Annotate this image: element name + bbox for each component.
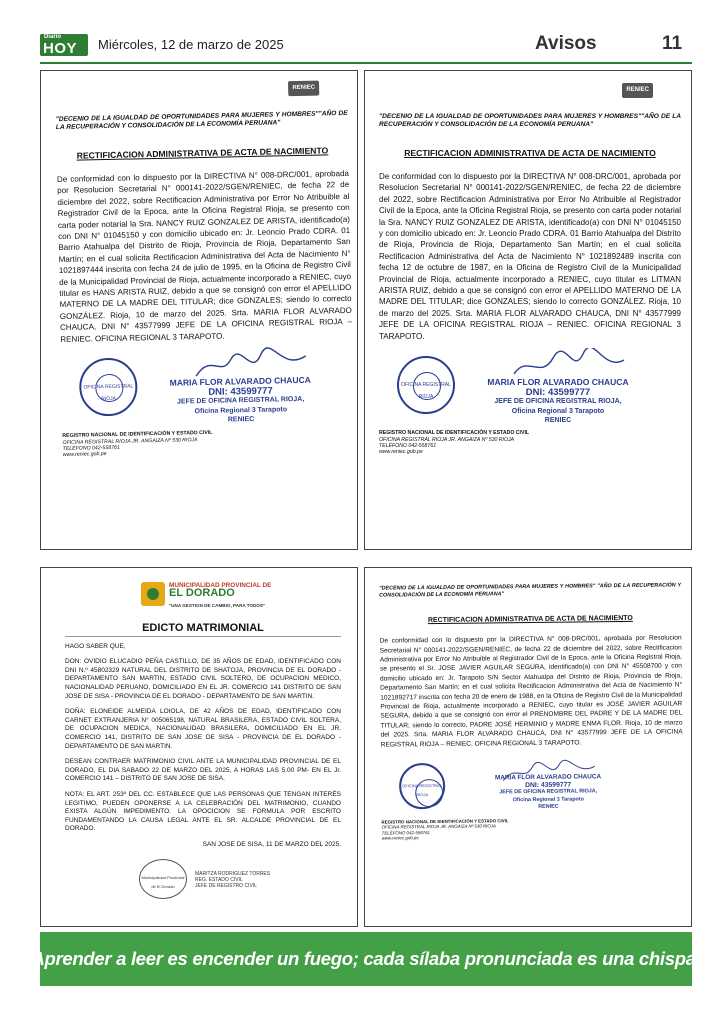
notice-footer <box>62 427 354 459</box>
edicto-signature-block <box>65 855 341 911</box>
issue-date: Miércoles, 12 de marzo de 2025 <box>98 37 284 52</box>
footer-org-name: REGISTRO NACIONAL DE IDENTIFICACIÓN Y ESTADO CIVIL <box>381 818 509 825</box>
signer-role: JEFE DE OFICINA REGISTRAL RIOJA, <box>177 396 305 406</box>
footer-phone: TELÉFONO 042-558761 <box>381 829 430 836</box>
signature-block <box>61 345 355 431</box>
notice-rectificacion-hans <box>40 70 358 550</box>
footer-address: OFICINA REGISTRAL RIOJA JR. ANGAIZA Nº 530 RIOJA <box>62 436 198 446</box>
section-title: Avisos <box>535 33 597 54</box>
signer-name: MARIA FLOR ALVARADO CHAUCA <box>487 377 629 388</box>
decenio-header: "DECENIO DE LA IGUALDAD DE OPORTUNIDADES PARA MUJERES Y HOMBRES" "AÑO DE LA RECUPERACIÓN Y CONSOLIDACIÓN DE LA ECONOMÍA PERUANA" <box>379 582 682 599</box>
logo-small-text: Diario <box>44 34 62 40</box>
notice-body: De conformidad con lo dispuesto por la DIRECTIVA N° 008-DRC/001, aprobada por Resolucion Secretarial N° 000141-2022/SGEN/RENIEC, de fecha 22 de diciembre del 2022, sobre Rectificacion Administrativa por Error No Atribuible al Registrador Civil de la Epoca, ante la Oficina Registral Rioja, se presento con carta poder notarial la Sra. NANCY RUIZ GONZALEZ DE ARISTA, identificado(a) con DNI N° 01045150 y con domicilio ubicado en: Jr. Leoncio Prado CDRA. 01 Barrio Atahualpa del Distrito de Rioja, Provincia de Rioja, Departamento San Martín; en el cual solicita Rectificacion Administrativa del Acta de Nacimiento N° 1021892489 inscrita con fecha 12 de octubre de 1987, en la Oficina de Registro Civil de la Municipalidad Provincial de Rioja, actualmente incorporado a RENIEC, cuyo titular es LITMAN ARISTA RUIZ, debido a que se consignó con error el APELLIDO MATERNO DE LA MADRE DEL TITULAR; dice GONZALES; siendo lo correcto GONZÁLEZ. Rioja, 10 de marzo del 2025. Srta. MARIA FLOR ALVARADO CHAUCA, DNI N° 43577999 JEFE DE LA OFICINA REGISTRAL RIOJA – RENIEC. OFICINA REGIONAL 3 TARAPOTO. <box>379 172 681 341</box>
signer-dni: DNI: 43599777 <box>525 781 572 789</box>
signer-org: RENIEC <box>544 417 572 425</box>
edicto-signer-role2: JEFE DE REGISTRO CIVIL <box>195 883 257 890</box>
signature-block <box>379 348 681 428</box>
reniec-logo: RENIEC <box>379 83 681 103</box>
signer-dni: DNI: 43599777 <box>525 386 591 398</box>
decenio-header: "DECENIO DE LA IGUALDAD DE OPORTUNIDADES PARA MUJERES Y HOMBRES""AÑO DE LA RECUPERACIÓN Y CONSOLIDACIÓN DE LA ECONOMÍA PERUANA" <box>55 109 348 132</box>
municipality-emblem-icon <box>141 582 165 606</box>
footer-website: www.reniec.gob.pe <box>381 835 419 841</box>
municipality-logo <box>141 580 341 614</box>
notice-title: RECTIFICACION ADMINISTRATIVA DE ACTA DE NACIMIENTO <box>427 615 633 625</box>
municipality-slogan: "UNA GESTION DE CAMBIO, PARA TODOS" <box>169 603 266 608</box>
footer-website: www.reniec.gob.pe <box>62 451 107 459</box>
signer-name: MARIA FLOR ALVARADO CHAUCA <box>494 773 602 782</box>
notice-rectificacion-jose <box>364 567 692 927</box>
signer-org: RENIEC <box>538 804 559 811</box>
edicto-ceremony: DESEAN CONTRAER MATRIMONIO CIVIL ANTE LA MUNICIPALIDAD PROVINCIAL DE EL DORADO, EL DIA SABADO 22 DE MARZO DEL 2025, A HORAS LAS 5.00 PM- EN EL Jr. COMERCIO 141 – DISTRITO DE SAN JOSE DE SISA. <box>65 758 341 783</box>
municipality-name-line1: MUNICIPALIDAD PROVINCIAL DE <box>169 582 272 589</box>
signer-info <box>453 773 643 813</box>
notice-document <box>379 83 681 456</box>
decenio-header: "DECENIO DE LA IGUALDAD DE OPORTUNIDADES PARA MUJERES Y HOMBRES""AÑO DE LA RECUPERACIÓN Y CONSOLIDACIÓN DE LA ECONOMÍA PERUANA" <box>379 113 681 128</box>
signature-block <box>381 752 684 817</box>
signer-info <box>463 378 653 426</box>
official-stamp-icon: OFICINA REGISTRAL RIOJA <box>397 356 455 414</box>
newspaper-logo <box>40 34 88 56</box>
signer-office: Oficina Regional 3 Tarapoto <box>512 796 584 804</box>
edicto-bride: DOÑA: ELONEIDE ALMEIDA LOIOLA, DE 42 AÑOS DE EDAD, IDENTIFICADO CON CARNET EXTRANJERIA N° 005065198, NATURAL BRASILERA, ESTADO CIVIL SOLTERA, DE OCUPACION MEDICA, NACIONALIDAD BRASILERA, DOMICILIADO EN EL JR. COMERCIO 141, DISTRITO DE SAN JOSE DE SISA - PROVINCIA DE EL DORADO - DEPARTAMENTO DE SAN MARTIN. <box>65 708 341 750</box>
signer-office: Oficina Regional 3 Tarapoto <box>511 407 605 415</box>
footer-address: OFICINA REGISTRAL RIOJA JR. ANGAIZA Nº 530 RIOJA <box>381 823 496 831</box>
footer-org-name: REGISTRO NACIONAL DE IDENTIFICACIÓN Y ESTADO CIVIL <box>62 429 213 440</box>
edicto-title: EDICTO MATRIMONIAL <box>65 624 341 637</box>
footer-phone: TELÉFONO 042-558761 <box>62 444 120 452</box>
page-number: 11 <box>662 33 683 54</box>
edicto-groom: DON: OVIDIO ELUCADIO PEÑA CASTILLO, DE 35 AÑOS DE EDAD, IDENTIFICADO CON DNI N.º 45802329 NATURAL DEL DISTRITO DE SHATOJA, PROVINCIA DE EL DORADO - DEPARTAMENTO SAN MARTIN, ESTADO CIVIL SOLTERO, DE OCUPACION MEDICO, NACIONALIDAD PERUANO, DOMICILIADO EN EL JR. COMERCIO 141 DISTRITO DE SAN JOSE DE SISA - PROVINCIA DE EL DORADO - DEPARTAMENTO DE SAN MARTIN. <box>65 658 341 700</box>
notice-rectificacion-litman <box>364 70 692 550</box>
edicto-signer-name: MARITZA RODRIGUEZ TORRES <box>195 871 271 878</box>
quote-text: “Aprender a leer es encender un fuego; cada sílaba pronunciada es una chispa”. <box>22 948 710 969</box>
municipality-name-line2: EL DORADO <box>169 587 235 599</box>
header-divider <box>40 62 692 64</box>
page-header <box>40 32 692 60</box>
signer-role: JEFE DE OFICINA REGISTRAL RIOJA, <box>499 788 598 796</box>
footer-website: www.reniec.gob.pe <box>379 449 423 456</box>
signer-dni: DNI: 43599777 <box>208 385 273 398</box>
signer-name: MARIA FLOR ALVARADO CHAUCA <box>169 374 311 388</box>
notice-document <box>55 80 355 459</box>
notice-title: RECTIFICACION ADMINISTRATIVA DE ACTA DE NACIMIENTO <box>404 148 656 158</box>
municipal-stamp-icon: Municipalidad Provincial de El Dorado <box>139 859 187 899</box>
signer-info <box>145 375 336 426</box>
notice-title: RECTIFICACION ADMINISTRATIVA DE ACTA DE NACIMIENTO <box>76 145 329 161</box>
edicto-intro: HAGO SABER QUE, <box>65 642 126 650</box>
logo-big-text: HOY <box>43 40 78 57</box>
signer-role: JEFE DE OFICINA REGISTRAL RIOJA, <box>494 398 622 406</box>
edicto-city-date: SAN JOSE DE SISA, 11 DE MARZO DEL 2025. <box>202 840 341 848</box>
official-stamp-icon: OFICINA REGISTRAL RIOJA <box>79 357 138 416</box>
footer-org-name: REGISTRO NACIONAL DE IDENTIFICACIÓN Y ESTADO CIVIL <box>379 430 530 437</box>
quote-banner <box>22 932 710 986</box>
edicto-note: NOTA: EL ART. 253º DEL CC. ESTABLECE QUE LAS PERSONAS QUE TENGAN INTERÉS LEGITIMO, PUEDEN OPONERSE A LA CELEBRACIÓN DEL MATRIMONIO, CUANDO EXISTA ALGÚN IMPEDIMENTO. LA OPOCICION SE FORMULA POR ESCRITO FUNDAMENTANDO LA CAUSA LEGAL ANTE EL SR. ALCALDE PROVINCIAL DE EL DORADO. <box>65 790 341 833</box>
edicto-document <box>65 580 341 911</box>
notice-document <box>379 578 684 841</box>
notice-footer <box>382 816 684 841</box>
notice-body: De conformidad con lo dispuesto por la DIRECTIVA N° 008-DRC/001, aprobada por Resolucion Secretarial N° 000141-2022/SGEN/RENIEC, de fecha 22 de diciembre del 2022, sobre Rectificacion Administrativa por Error No Atribuible al Registrador Civil de la Epoca, ante la Oficina Registral Rioja, se presento con carta poder notarial la Sra. NANCY RUIZ GONZALEZ DE ARISTA, identificado(a) con DNI N° 01045150 y con domicilio ubicado en: Jr. Leoncio Prado CDRA. 01 Barrio Atahualpa del Distrito de Rioja, Provincia de Rioja, Departamento San Martín; en el cual solicita Rectificacion Administrativa del Acta de Nacimiento N° 1021897444 inscrita con fecha 24 de julio de 1995, en la Oficina de Registro Civil de la Municipalidad Provincial de Rioja, actualmente incorporado a RENIEC, cuyo titular es HANS ARISTA RUIZ, debido a que se consignó con error el APELLIDO MATERNO DE LA MADRE DEL TITULAR; dice GONZALES; siendo lo correcto GONZÁLEZ. Rioja, 10 de marzo del 2025. Srta. MARIA FLOR ALVARADO CHAUCA, DNI N° 43577999 JEFE DE LA OFICINA REGISTRAL RIOJA – RENIEC. OFICINA REGIONAL 3 TARAPOTO. <box>56 168 353 344</box>
official-stamp-icon: OFICINA REGISTRAL RIOJA <box>399 763 445 809</box>
notice-edicto-matrimonial <box>40 567 358 927</box>
footer-phone: TELÉFONO 042-558761 <box>379 442 437 449</box>
notice-footer <box>379 430 681 456</box>
reniec-logo: RENIEC <box>55 80 347 106</box>
footer-address: OFICINA REGISTRAL RIOJA JR. ANGAIZA Nº 530 RIOJA <box>379 436 515 443</box>
edicto-signer <box>195 871 270 889</box>
signer-office: Oficina Regional 3 Tarapoto <box>194 405 288 415</box>
edicto-signer-role1: REG. ESTADO CIVIL <box>195 877 243 884</box>
signer-org: RENIEC <box>227 416 255 424</box>
notice-body: De conformidad con lo dispuesto por la DIRECTIVA N° 008-DRC/001, aprobada por Resolucion Secretarial N° 000141-2022/SGEN/RENIEC, de fecha 22 de diciembre del 2022, sobre Rectificacion Administrativa por Error No Atribuible al Registrador Civil de la Epoca, ante la Oficina Registral Rioja, se presento el Sr. JOSE JAVIER AGUILAR SEGURA, identificado(a) con DNI N° 45508700 y con domicilio ubicado en: Jr. Tarapoto S/N Sector Atahualpa del Distrito de Rioja, Provincia de Rioja, Departamento San Martín; en el cual solicita Rectificacion Administrativa del Acta de Nacimiento N° 1021892717 inscrita con fecha 20 de enero de 1988, en la Oficina de Registro Civil de la Municipalidad Provincial de Rioja, actualmente incorporado a RENIEC, cuyo titular es JOSÉ JAVIER AGUILAR SEGURA, debido a que se consignó con error el PRENOMBRE DEL PADRE Y DE LA MADRE DEL TITULAR; siendo lo correcto, PADRE JOSÉ HERMINIO y MADRE ENMA FLOR. Rioja, 10 de marzo del 2025. Srta. MARIA FLOR ALVARADO CHAUCA, DNI N° 43577999 JEFE DE LA OFICINA REGISTRAL RIOJA – RENIEC. OFICINA REGIONAL 3 TARAPOTO. <box>379 634 683 749</box>
